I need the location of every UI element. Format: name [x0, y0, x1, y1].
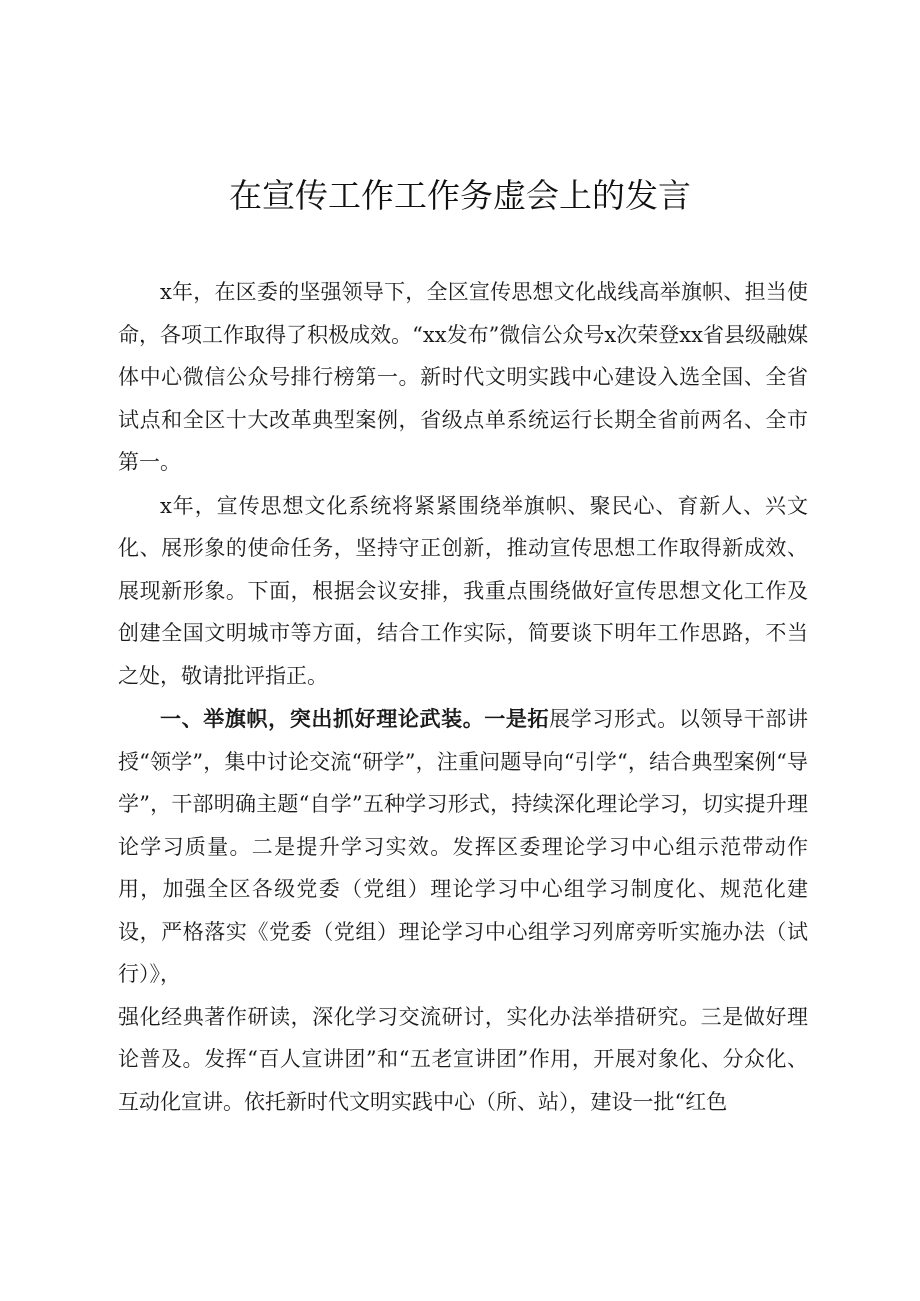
- paragraph-3-text: 展学习形式。以领导干部讲授“领学”，集中讨论交流“研学”，注重问题导向“引学“，结合典型案例“导学”，干部明确主题“自学”五种学习形式，持续深化理论学习，切实提升理论学习质量。二是提升学习实效。发挥区委理论学习中心组示范带动作用，加强全区各级党委（党组）理论学习中心组学习制度化、规范化建设，严格落实《党委（党组）理论学习中心组学习列席旁听实施办法（试行）》，: [118, 707, 808, 986]
- paragraph-3: [118, 698, 808, 996]
- document-title: 在宣传工作工作务虚会上的发言: [229, 176, 691, 215]
- section-heading: 一、举旗帜，突出抓好理论武装。一是拓: [160, 707, 550, 731]
- paragraph-1: x年，在区委的坚强领导下，全区宣传思想文化战线高举旗帜、担当使命，各项工作取得了积极成效。“xx发布”微信公众号x次荣登xx省县级融媒体中心微信公众号排行榜第一。新时代文明实践中心建设入选全国、全省试点和全区十大改革典型案例，省级点单系统运行长期全省前两名、全市第一。: [118, 280, 808, 474]
- paragraph-2: x年，宣传思想文化系统将紧紧围绕举旗帜、聚民心、育新人、兴文化、展形象的使命任务，坚持守正创新，推动宣传思想工作取得新成效、展现新形象。下面，根据会议安排，我重点围绕做好宣传思想文化工作及创建全国文明城市等方面，结合工作实际，简要谈下明年工作思路，不当之处，敬请批评指正。: [118, 493, 808, 688]
- document-body: [118, 271, 808, 1123]
- paragraph-4: 强化经典著作研读，深化学习交流研讨，实化办法举措研究。三是做好理论普及。发挥“百人宣讲团”和“五老宣讲团”作用，开展对象化、分众化、互动化宣讲。依托新时代文明实践中心（所、站），建设一批“红色: [118, 1004, 808, 1114]
